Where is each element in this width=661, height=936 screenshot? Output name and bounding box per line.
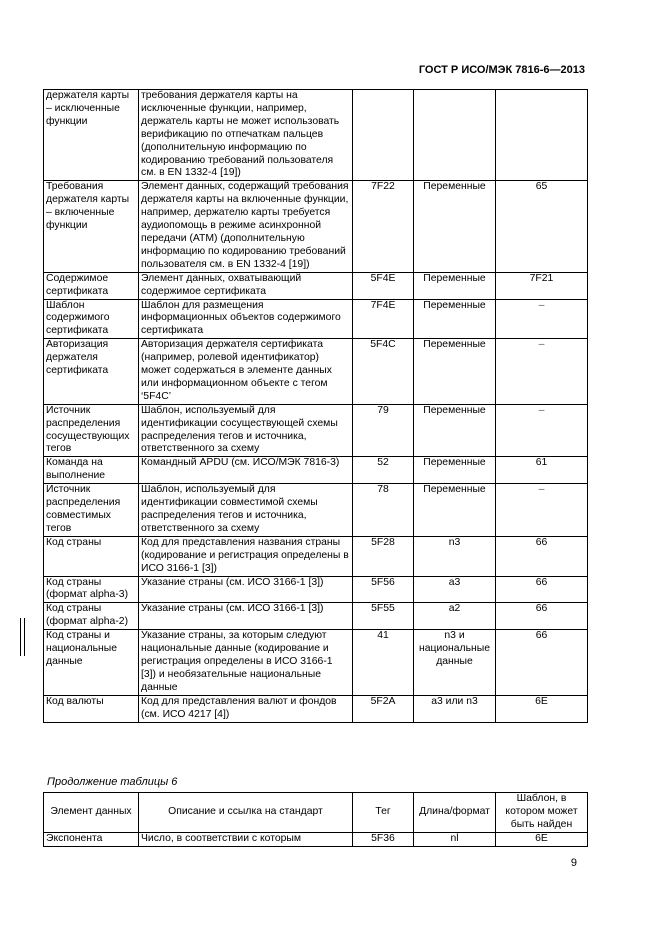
- cell-description: Элемент данных, охватывающий содержимое сертификата: [139, 272, 353, 299]
- cell-length: a3: [414, 576, 496, 603]
- cell-tag: 79: [353, 404, 414, 457]
- table-row: [44, 339, 588, 405]
- cell-length: a3 или n3: [414, 695, 496, 722]
- cell-template: [496, 90, 588, 181]
- cell-description: требования держателя карты на исключенные функции, например, держатель карты не может использовать верификацию по отпечаткам пальцев (дополнительную информацию по кодированию требований пользователя см. в EN 1332-4 [19]): [139, 90, 353, 181]
- cell-template: –: [496, 404, 588, 457]
- table-caption: Продолжение таблицы 6: [47, 776, 178, 788]
- cell-element: Содержимое сертификата: [44, 272, 139, 299]
- cell-length: [414, 90, 496, 181]
- cell-length: nl: [414, 833, 496, 847]
- cell-element: Команда на выполнение: [44, 457, 139, 484]
- cell-element: Требования держателя карты – включенные функции: [44, 181, 139, 272]
- table-row: [44, 272, 588, 299]
- cell-description: Авторизация держателя сертификата (например, ролевой идентификатор) может содержаться в элементе данных или информационном объекте с тегом ‘5F4C’: [139, 339, 353, 405]
- cell-description: Командный APDU (см. ИСО/МЭК 7816-3): [139, 457, 353, 484]
- table-row: [44, 630, 588, 696]
- table-row: [44, 299, 588, 339]
- revision-marks: [20, 618, 26, 656]
- cell-tag: 41: [353, 630, 414, 696]
- table-row: [44, 603, 588, 630]
- header-length: Длина/формат: [414, 793, 496, 833]
- cell-element: Код страны (формат alpha-3): [44, 576, 139, 603]
- cell-element: Экспонента: [44, 833, 139, 847]
- cell-template: 66: [496, 576, 588, 603]
- cell-description: Шаблон для размещения информационных объектов содержимого сертификата: [139, 299, 353, 339]
- cell-template: 65: [496, 181, 588, 272]
- cell-element: Код страны (формат alpha-2): [44, 603, 139, 630]
- table-row: [44, 457, 588, 484]
- cell-tag: 5F4E: [353, 272, 414, 299]
- cell-template: 66: [496, 630, 588, 696]
- table-row: [44, 536, 588, 576]
- cell-length: Переменные: [414, 457, 496, 484]
- cell-tag: 7F4E: [353, 299, 414, 339]
- cell-template: –: [496, 484, 588, 537]
- cell-tag: 5F2A: [353, 695, 414, 722]
- cell-element: Код страны: [44, 536, 139, 576]
- cell-template: 7F21: [496, 272, 588, 299]
- cell-element: Шаблон содержимого сертификата: [44, 299, 139, 339]
- cell-element: Код валюты: [44, 695, 139, 722]
- cell-template: 61: [496, 457, 588, 484]
- cell-template: –: [496, 339, 588, 405]
- cell-length: n3: [414, 536, 496, 576]
- cell-element: держателя карты – исключенные функции: [44, 90, 139, 181]
- cell-length: Переменные: [414, 484, 496, 537]
- cell-description: Код для представления валют и фондов (см. ИСО 4217 [4]): [139, 695, 353, 722]
- cell-description: Указание страны, за которым следуют национальные данные (кодирование и регистрация определены в ИСО 3166-1 [3]) и необязательные национальные данные: [139, 630, 353, 696]
- cell-length: Переменные: [414, 272, 496, 299]
- cell-element: Источник распределения совместимых тегов: [44, 484, 139, 537]
- cell-element: Авторизация держателя сертификата: [44, 339, 139, 405]
- cell-tag: 5F4C: [353, 339, 414, 405]
- cell-description: Код для представления названия страны (кодирование и регистрация определены в ИСО 3166-1 [3]): [139, 536, 353, 576]
- cell-length: Переменные: [414, 339, 496, 405]
- table-row: [44, 695, 588, 722]
- continuation-table: [43, 792, 588, 847]
- cell-element: Код страны и национальные данные: [44, 630, 139, 696]
- table-row: [44, 833, 588, 847]
- cell-length: n3 и национальные данные: [414, 630, 496, 696]
- cell-length: Переменные: [414, 404, 496, 457]
- cell-description: Число, в соответствии с которым: [139, 833, 353, 847]
- cell-description: Указание страны (см. ИСО 3166-1 [3]): [139, 603, 353, 630]
- table-row: [44, 404, 588, 457]
- cell-length: a2: [414, 603, 496, 630]
- cell-tag: [353, 90, 414, 181]
- header-row: [44, 793, 588, 833]
- cell-tag: 5F56: [353, 576, 414, 603]
- main-table: [43, 89, 588, 723]
- document-header: ГОСТ Р ИСО/МЭК 7816-6—2013: [418, 64, 585, 76]
- cell-template: 66: [496, 536, 588, 576]
- table-row: [44, 576, 588, 603]
- cell-template: 66: [496, 603, 588, 630]
- cell-template: –: [496, 299, 588, 339]
- cell-template: 6E: [496, 833, 588, 847]
- table-row: [44, 90, 588, 181]
- cell-length: Переменные: [414, 181, 496, 272]
- cell-tag: 7F22: [353, 181, 414, 272]
- cell-description: Шаблон, используемый для идентификации совместимой схемы распределения тегов и источника, ответственного за схему: [139, 484, 353, 537]
- cell-tag: 52: [353, 457, 414, 484]
- cell-element: Источник распределения сосуществующих тегов: [44, 404, 139, 457]
- header-description: Описание и ссылка на стандарт: [139, 793, 353, 833]
- cell-template: 6E: [496, 695, 588, 722]
- table-row: [44, 484, 588, 537]
- cell-description: Шаблон, используемый для идентификации сосуществующей схемы распределения тегов и источника, ответственного за схему: [139, 404, 353, 457]
- table-row: [44, 181, 588, 272]
- cell-tag: 5F36: [353, 833, 414, 847]
- cell-description: Указание страны (см. ИСО 3166-1 [3]): [139, 576, 353, 603]
- cell-tag: 78: [353, 484, 414, 537]
- header-tag: Тег: [353, 793, 414, 833]
- cell-description: Элемент данных, содержащий требования держателя карты на включенные функции, например, держателю карты требуется аудиопомощь в режиме асинхронной передачи (АТМ) (дополнительную информацию по кодированию требований пользователя см. в EN 1332-4 [19]): [139, 181, 353, 272]
- cell-tag: 5F28: [353, 536, 414, 576]
- page-number: 9: [570, 857, 577, 869]
- header-element: Элемент данных: [44, 793, 139, 833]
- cell-tag: 5F55: [353, 603, 414, 630]
- cell-length: Переменные: [414, 299, 496, 339]
- header-template: Шаблон, в котором может быть найден: [496, 793, 588, 833]
